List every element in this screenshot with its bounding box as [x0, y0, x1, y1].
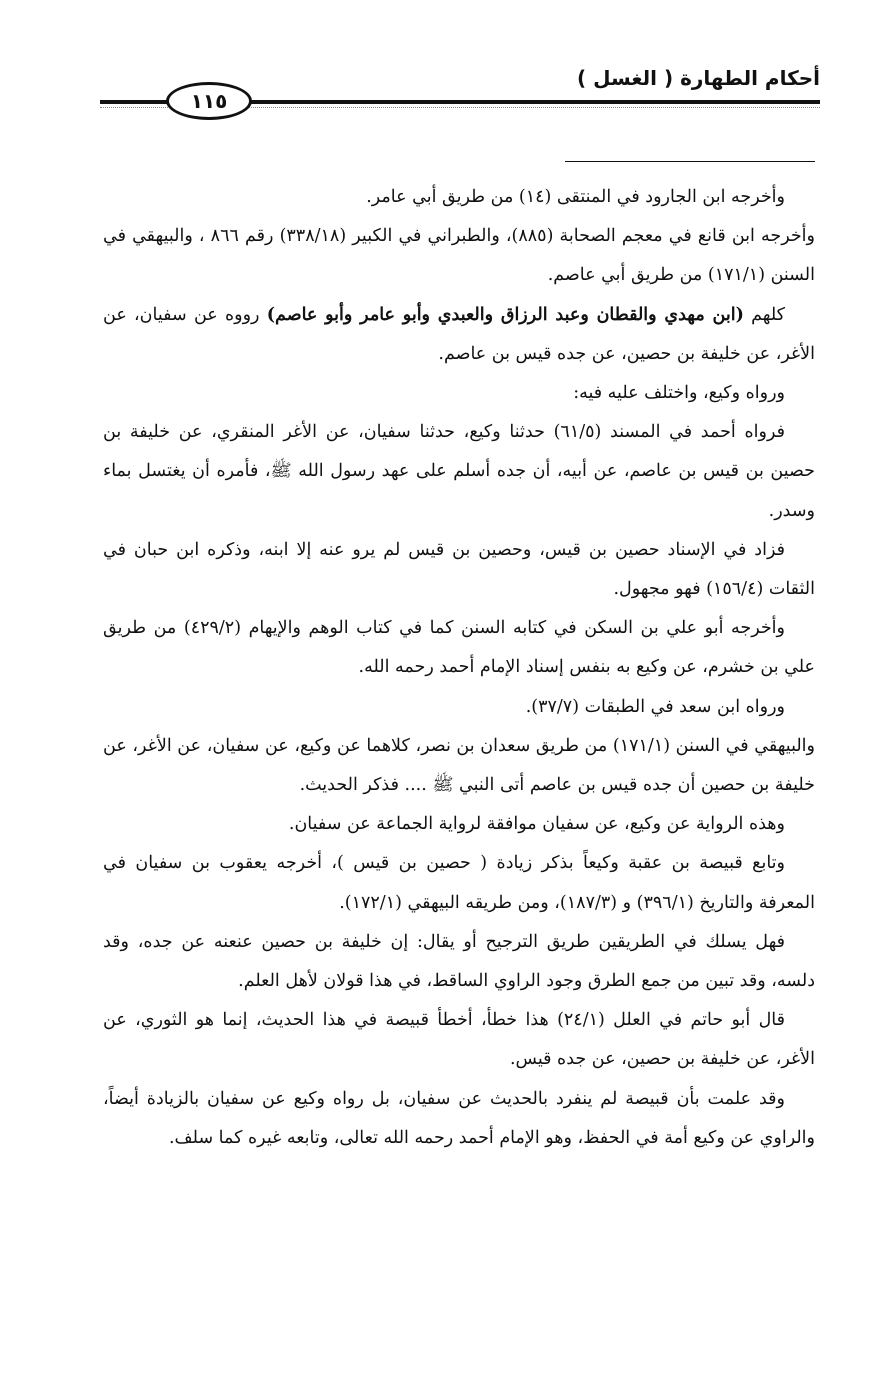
paragraph-3-bold: (ابن مهدي والقطان وعبد الرزاق والعبدي وأبو عامر وأبو عاصم)	[266, 304, 744, 325]
paragraph-3-after: رووه عن سفيان، عن الأغر، عن خليفة بن حصين، عن جده قيس بن عاصم.	[103, 304, 815, 364]
paragraph-6: فزاد في الإسناد حصين بن قيس، وحصين بن قيس لم يرو عنه إلا ابنه، وذكره ابن حبان في الثقات (١٥٦/٤) فهو مجهول.	[103, 539, 815, 600]
book-title: أحكام الطهارة ( الغسل )	[577, 66, 820, 90]
paragraph-13: قال أبو حاتم في العلل (٢٤/١) هذا خطأ، أخطأ قبيصة في هذا الحديث، إنما هو الثوري، عن الأغر، عن خليفة بن حصين، عن جده قيس.	[103, 1010, 815, 1070]
paragraph-2: وأخرجه ابن قانع في معجم الصحابة (٨٨٥)، والطبراني في الكبير (٣٣٨/١٨) رقم ٨٦٦ ، والبيهقي في السنن (١٧١/١) من طريق أبي عاصم.	[103, 226, 815, 286]
paragraph-12: فهل يسلك في الطريقين طريق الترجيح أو يقال: إن خليفة بن حصين عنعنه عن جده، وقد دلسه، وقد تبين من جمع الطرق وجود الراوي الساقط، في هذا قولان لأهل العلم.	[103, 931, 815, 992]
page-header	[100, 62, 820, 122]
paragraph-8: ورواه ابن سعد في الطبقات (٣٧/٧).	[525, 696, 785, 717]
paragraph-1: وأخرجه ابن الجارود في المنتقى (١٤) من طريق أبي عامر.	[366, 187, 785, 207]
page-number: ١١٥	[166, 82, 252, 120]
paragraph-9: والبيهقي في السنن (١٧١/١) من طريق سعدان بن نصر، كلاهما عن وكيع، عن سفيان، عن الأغر، عن خليفة بن حصين أن جده قيس بن عاصم أتى النبي ﷺ .... فذكر الحديث.	[103, 735, 815, 796]
paragraph-10: وهذه الرواية عن وكيع، عن سفيان موافقة لرواية الجماعة عن سفيان.	[288, 814, 785, 835]
paragraph-4: ورواه وكيع، واختلف عليه فيه:	[573, 383, 785, 404]
paragraph-14: وقد علمت بأن قبيصة لم ينفرد بالحديث عن سفيان، بل رواه وكيع عن سفيان بالزيادة أيضاً، والراوي عن وكيع أمة في الحفظ، وهو الإمام أحمد رحمه الله تعالى، وتابعه غيره كما سلف.	[103, 1088, 815, 1148]
paragraph-11: وتابع قبيصة بن عقبة وكيعاً بذكر زيادة ( حصين بن قيس )، أخرجه يعقوب بن سفيان في المعرفة والتاريخ (٣٩٦/١) و (١٨٧/٣)، ومن طريقه البيهقي (١٧٢/١).	[103, 853, 815, 913]
paragraph-3	[103, 296, 815, 374]
page-body	[103, 178, 815, 1158]
footnote-separator	[565, 161, 815, 162]
paragraph-3-before: كلهم	[743, 304, 785, 325]
paragraph-5: فرواه أحمد في المسند (٦١/٥) حدثنا وكيع، حدثنا سفيان، عن الأغر المنقري، عن خليفة بن حصين بن قيس بن عاصم، عن أبيه، أن جده أسلم على عهد رسول الله ﷺ، فأمره أن يغتسل بماء وسدر.	[103, 422, 815, 521]
paragraph-7: وأخرجه أبو علي بن السكن في كتابه السنن كما في كتاب الوهم والإيهام (٤٢٩/٢) من طريق علي بن خشرم، عن وكيع به بنفس إسناد الإمام أحمد رحمه الله.	[103, 618, 815, 678]
